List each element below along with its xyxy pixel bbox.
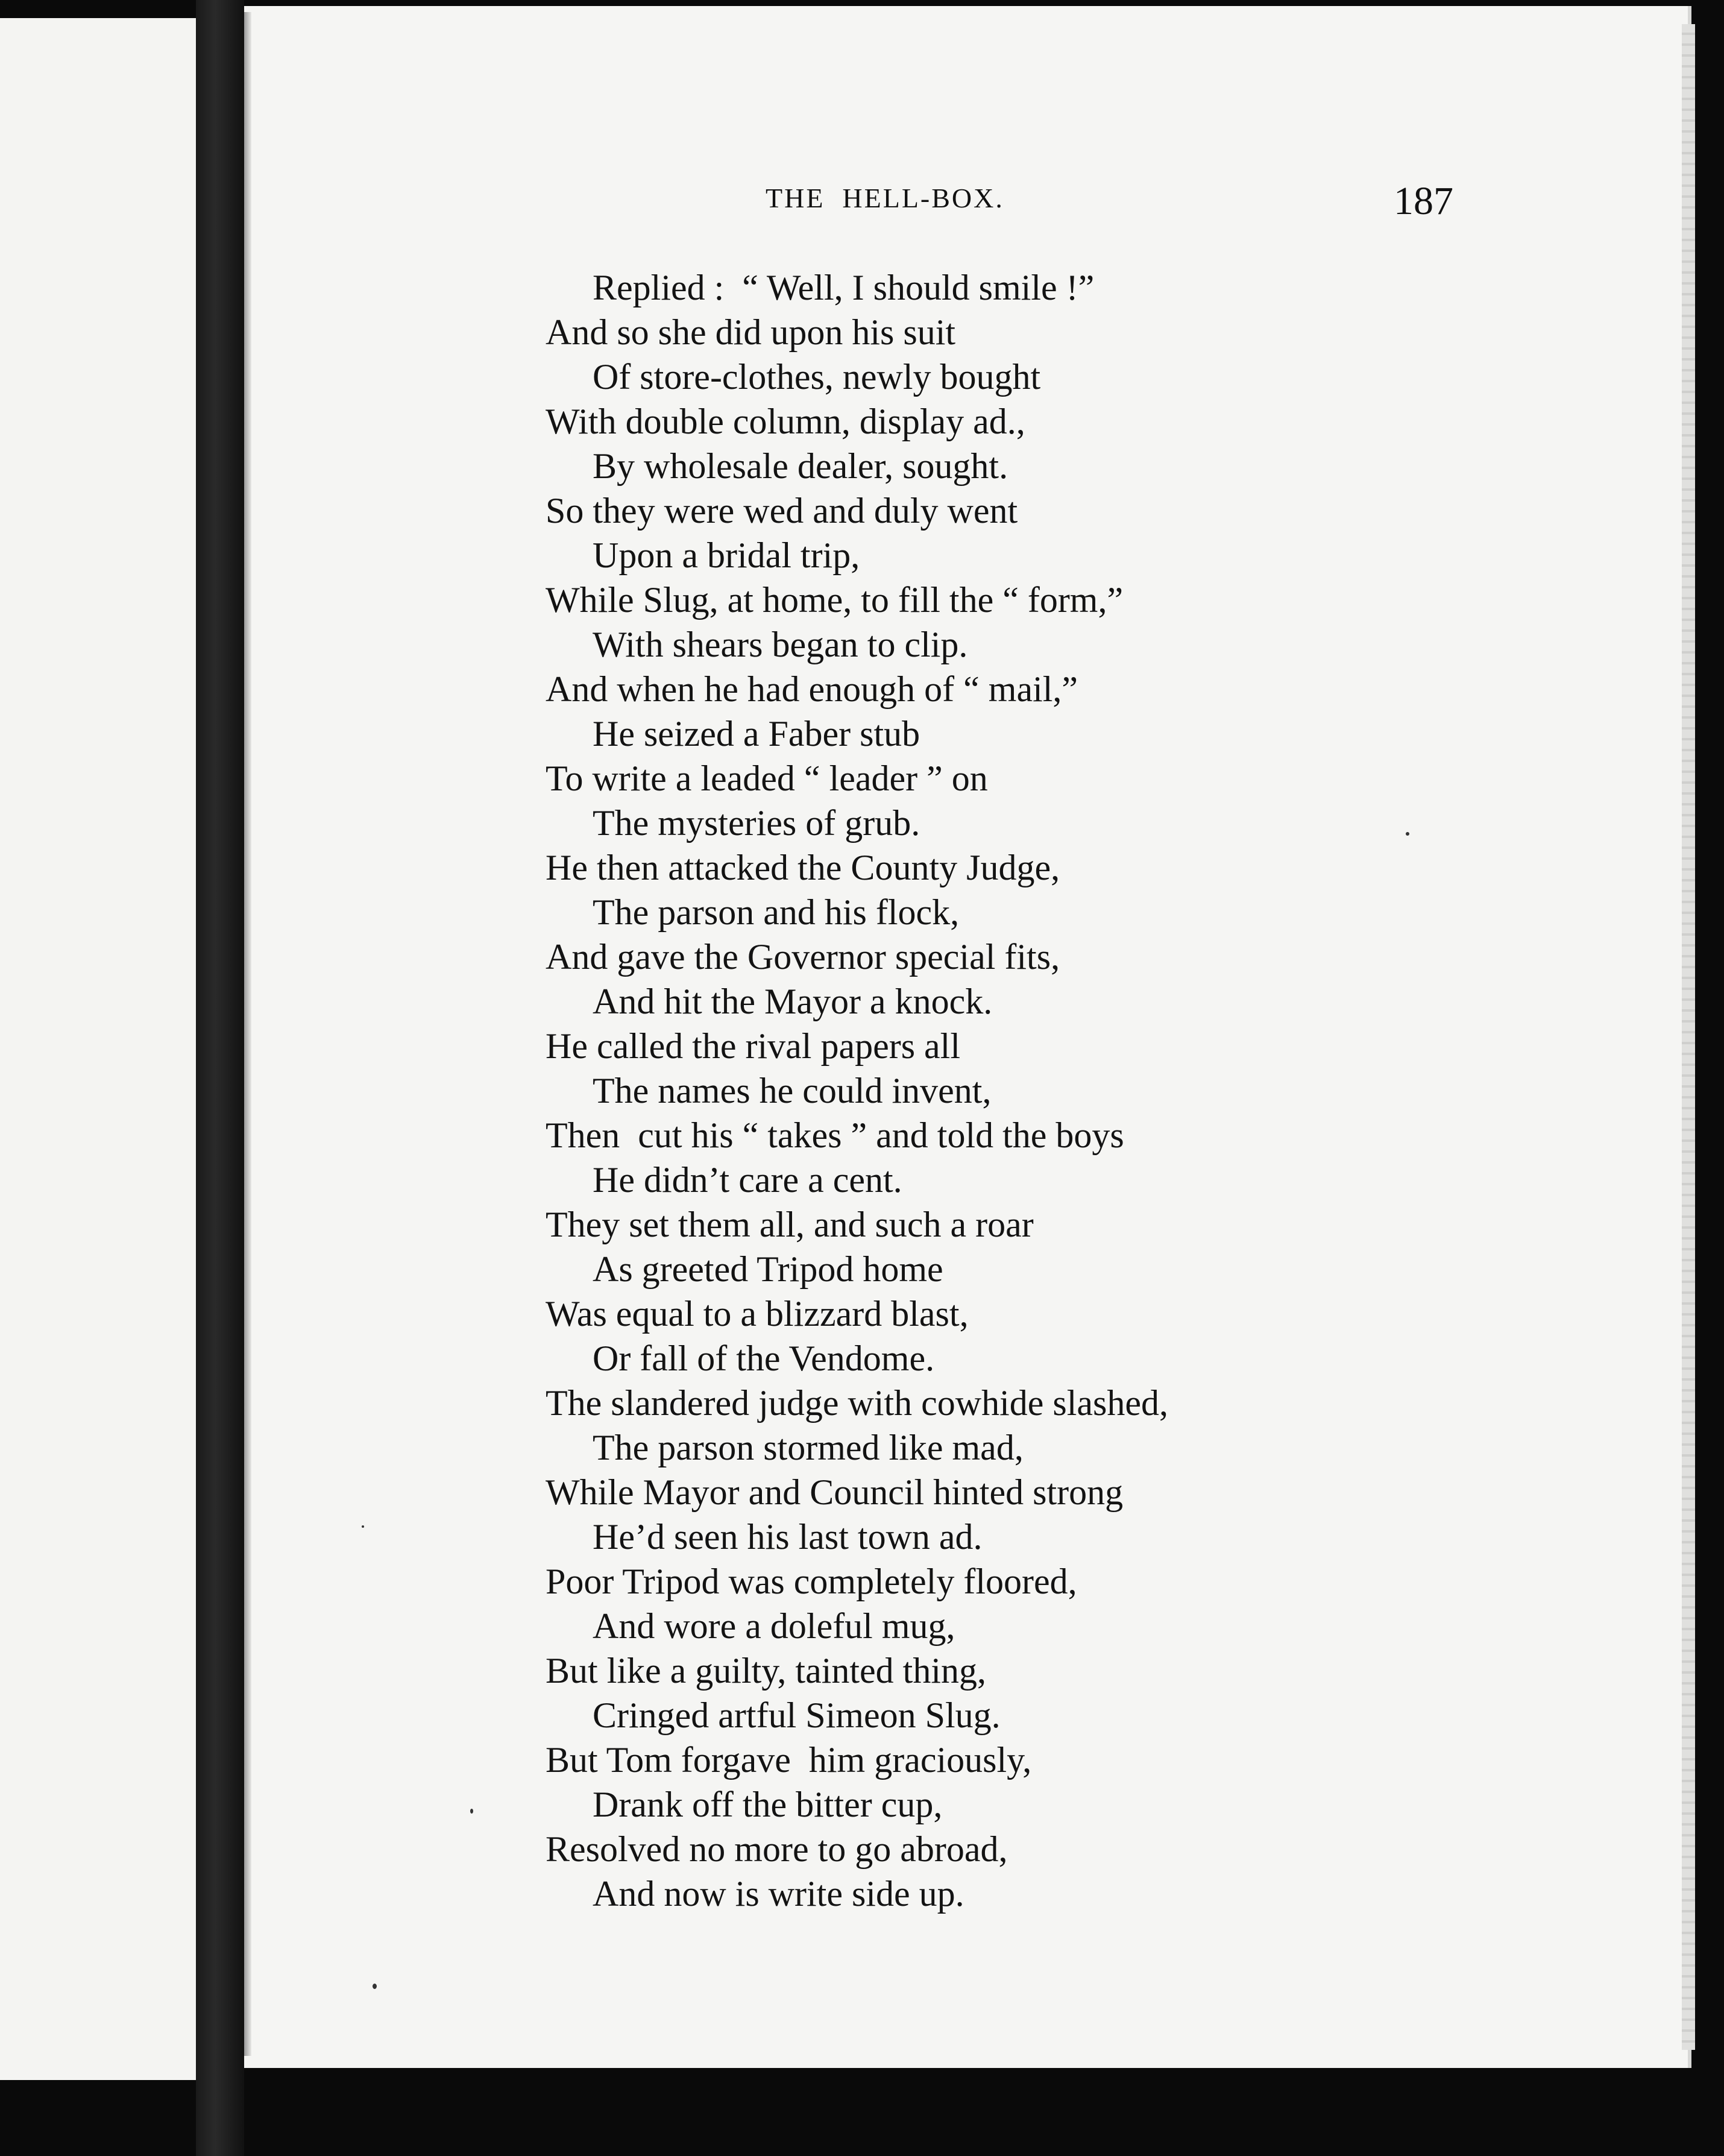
poem-line: But like a guilty, tainted thing,	[546, 1651, 987, 1691]
left-page	[0, 18, 196, 2080]
poem-line: He seized a Faber stub	[593, 714, 920, 754]
poem-line: While Mayor and Council hinted strong	[546, 1472, 1124, 1512]
poem-line: As greeted Tripod home	[593, 1249, 943, 1289]
poem-line: Upon a bridal trip,	[593, 535, 860, 575]
poem-line: The names he could invent,	[593, 1071, 992, 1111]
poem-line: Replied : “ Well, I should smile !”	[593, 268, 1095, 307]
poem-line: And gave the Governor special fits,	[546, 937, 1060, 977]
ink-speck	[470, 1809, 473, 1814]
poem-line: The parson stormed like mad,	[593, 1428, 1024, 1467]
poem-line: They set them all, and such a roar	[546, 1205, 1034, 1244]
poem-line: The mysteries of grub.	[593, 803, 920, 843]
poem-line: The slandered judge with cowhide slashed,	[546, 1383, 1169, 1423]
poem-text	[546, 265, 1377, 1916]
poem-line: Cringed artful Simeon Slug.	[593, 1695, 1001, 1735]
ink-speck	[362, 1525, 364, 1528]
poem-line: Resolved no more to go abroad,	[546, 1829, 1008, 1869]
poem-line: Of store-clothes, newly bought	[593, 357, 1041, 397]
running-head: THE HELL-BOX.	[766, 183, 1004, 213]
page-edge	[1682, 24, 1695, 2050]
poem-line: Poor Tripod was completely floored,	[546, 1562, 1077, 1601]
poem-line: And wore a doleful mug,	[593, 1606, 955, 1646]
poem-line: Or fall of the Vendome.	[593, 1338, 935, 1378]
gutter-shadow	[244, 12, 251, 2056]
poem-line: He’d seen his last town ad.	[593, 1517, 983, 1557]
ink-speck	[373, 1984, 377, 1989]
poem-line: The parson and his flock,	[593, 892, 960, 932]
poem-line: He then attacked the County Judge,	[546, 848, 1060, 887]
poem-line: Was equal to a blizzard blast,	[546, 1294, 969, 1334]
poem-line: He didn’t care a cent.	[593, 1160, 902, 1200]
poem-line: And when he had enough of “ mail,”	[546, 669, 1078, 709]
ink-speck	[1406, 832, 1409, 836]
poem-line: While Slug, at home, to fill the “ form,”	[546, 580, 1124, 620]
poem-line: Drank off the bitter cup,	[593, 1785, 943, 1824]
poem-line: And so she did upon his suit	[546, 312, 956, 352]
poem-line: But Tom forgave him graciously,	[546, 1740, 1032, 1780]
poem-line: And now is write side up.	[593, 1874, 964, 1914]
page-number: 187	[1394, 179, 1453, 223]
poem-line: And hit the Mayor a knock.	[593, 982, 993, 1021]
poem-line: He called the rival papers all	[546, 1026, 961, 1066]
poem-line: With shears began to clip.	[593, 625, 968, 664]
poem-line: With double column, display ad.,	[546, 402, 1025, 441]
poem-line: To write a leaded “ leader ” on	[546, 758, 988, 798]
poem-line: So they were wed and duly went	[546, 491, 1018, 531]
poem-line: Then cut his “ takes ” and told the boys	[546, 1115, 1124, 1155]
poem-line: By wholesale dealer, sought.	[593, 446, 1008, 486]
book-gutter	[196, 0, 244, 2156]
